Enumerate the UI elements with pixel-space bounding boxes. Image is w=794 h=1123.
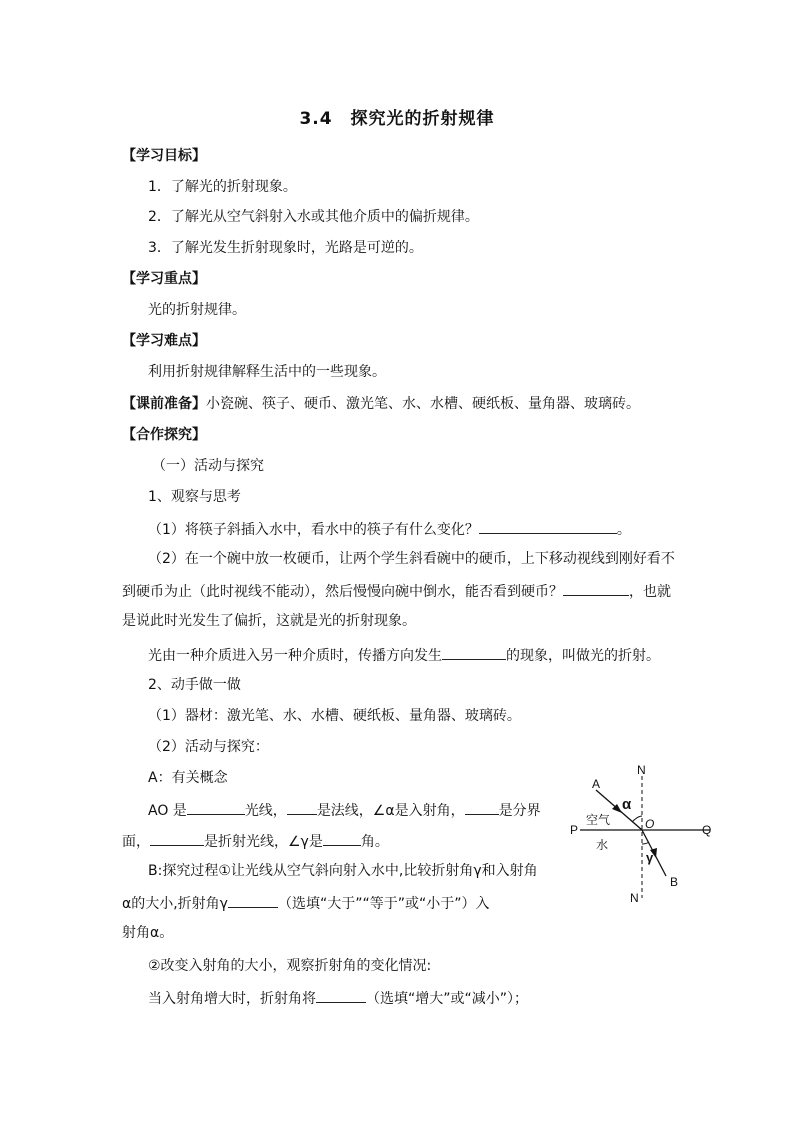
objectives-heading: 【学习目标】 (122, 148, 206, 164)
concept-text-a: AO 是 (148, 803, 187, 819)
objective-item-1: 1．了解光的折射现象。 (148, 179, 297, 195)
objective-item-2: 2．了解光从空气斜射入水或其他介质中的偏折规律。 (148, 209, 479, 225)
concept-text-d: 是分界 (498, 803, 541, 819)
question-1-text: （1）将筷子斜插入水中，看水中的筷子有什么变化？ (148, 522, 479, 538)
key-points-heading: 【学习重点】 (122, 271, 206, 287)
label-water: 水 (596, 838, 609, 852)
answer-blank-angle[interactable] (323, 830, 361, 846)
answer-blank-refracted-ray[interactable] (150, 830, 204, 846)
process-heading: B:探究过程 (148, 863, 219, 879)
question-1 (148, 518, 631, 540)
concept-text-c: 是法线，∠α是入射角， (316, 803, 465, 819)
concept-text-f: 是折射光线，∠γ是 (204, 834, 323, 850)
process-line-1 (148, 861, 538, 881)
answer-blank-q2[interactable] (563, 580, 629, 596)
label-air: 空气 (586, 813, 611, 827)
answer-blank-trend[interactable] (316, 987, 366, 1003)
cooperation-heading: 【合作探究】 (122, 427, 206, 443)
objective-item-3: 3．了解光发生折射现象时，光路是可逆的。 (148, 240, 423, 256)
gamma-arc (642, 842, 649, 844)
concept-text-g: 角。 (360, 834, 389, 850)
concept-text-e: 面， (122, 834, 150, 850)
equipment-line: （1）器材：激光笔、水、水槽、硬纸板、量角器、玻璃砖。 (148, 708, 521, 724)
question-1-end: 。 (616, 522, 631, 538)
definition-text: 光由一种介质进入另一种介质时，传播方向发生 (148, 648, 442, 664)
step-2-line: ②改变入射角的大小，观察折射角的变化情况: (148, 958, 432, 974)
section-1-heading: （一）活动与探究 (152, 458, 264, 474)
page-title: 3.4 探究光的折射规律 (299, 109, 495, 129)
answer-blank-interface[interactable] (465, 799, 499, 815)
subsection-hands-on: 2、动手做一做 (148, 677, 241, 693)
definition-continuation: 的现象，叫做光的折射。 (506, 648, 660, 664)
concept-text-b: 光线， (244, 803, 287, 819)
label-N-prime: N (630, 891, 639, 905)
label-alpha: α (622, 796, 632, 813)
label-N: N (637, 763, 646, 777)
alpha-arc (632, 816, 642, 822)
concepts-heading: A：有关概念 (148, 770, 228, 786)
label-gamma: γ (646, 850, 654, 865)
preparation-heading: 【课前准备】 (122, 396, 206, 412)
answer-blank-compare[interactable] (228, 892, 278, 908)
activity-line: （2）活动与探究： (148, 739, 269, 755)
answer-blank-definition[interactable] (442, 644, 506, 660)
step-2-text: 当入射角增大时，折射角将 (148, 991, 316, 1007)
label-B: B (670, 875, 679, 889)
preparation-text: 小瓷碗、筷子、硬币、激光笔、水、水槽、硬纸板、量角器、玻璃砖。 (206, 396, 640, 412)
question-2-line-1: （2）在一个碗中放一枚硬币，让两个学生斜看碗中的硬币，上下移动视线到刚好看不 (148, 551, 675, 567)
question-2-line-3: 是说此时光发生了偏折，这就是光的折射现象。 (122, 613, 416, 629)
answer-blank-q1[interactable] (479, 518, 617, 534)
process-text: α的大小,折射角γ (122, 896, 228, 912)
difficulties-text: 利用折射规律解释生活中的一些现象。 (148, 364, 386, 380)
question-2-continuation: ，也就 (629, 584, 671, 600)
key-points-text: 光的折射规律。 (148, 302, 246, 318)
concept-line-2 (122, 830, 389, 852)
answer-blank-normal[interactable] (287, 799, 317, 815)
process-line-2 (122, 892, 490, 914)
concept-line-1 (148, 799, 541, 821)
question-2-line-2 (122, 580, 671, 602)
label-Q: Q (702, 823, 712, 837)
question-2-text: 到硬币为止（此时视线不能动），然后慢慢向碗中倒水，能否看到硬币？ (122, 584, 563, 600)
label-P: P (570, 823, 579, 837)
preparation-line (122, 394, 640, 414)
difficulties-heading: 【学习难点】 (122, 333, 206, 349)
process-line-3: 射角α。 (122, 925, 174, 941)
answer-blank-ao[interactable] (187, 799, 245, 815)
step-2-choices: （选填“增大”或“减小”）； (366, 991, 529, 1007)
process-choices: （选填“大于”“等于”或“小于”）入 (277, 896, 490, 912)
refraction-definition (148, 644, 660, 666)
subsection-observe-think: 1、观察与思考 (148, 489, 241, 505)
process-step-1: ①让光线从空气斜向射入水中,比较折射角γ和入射角 (218, 863, 538, 879)
refraction-diagram (560, 762, 740, 912)
label-O: O (645, 817, 655, 831)
step-2-question (148, 987, 528, 1009)
label-A: A (592, 777, 601, 791)
